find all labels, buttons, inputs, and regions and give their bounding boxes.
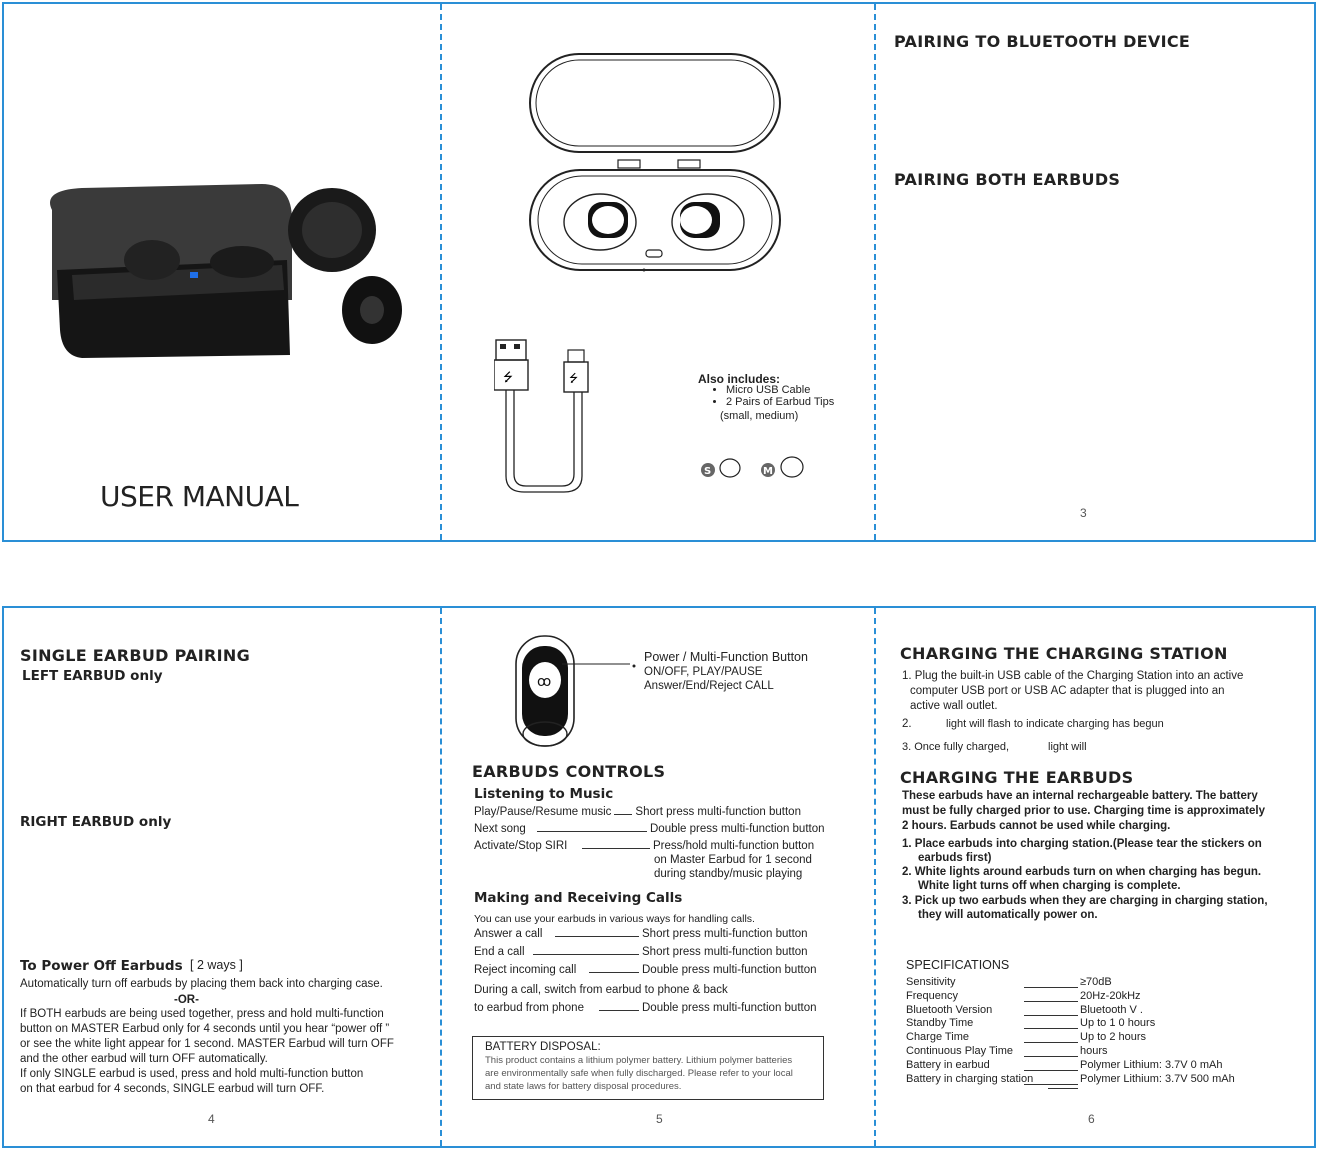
manual-title: USER MANUAL	[100, 480, 299, 513]
charging-text: 3. Pick up two earbuds when they are charging in charging station,	[902, 895, 1268, 907]
button-title: Power / Multi-Function Button	[644, 650, 808, 664]
power-off-text: button on MASTER Earbud only for 4 seconds until you hear “power off ”	[20, 1023, 390, 1035]
specs-heading: SPECIFICATIONS	[906, 958, 1010, 972]
music-heading: Listening to Music	[474, 786, 614, 802]
svg-text:⭍: ⭍	[503, 370, 513, 384]
charging-station-heading: CHARGING THE CHARGING STATION	[900, 644, 1228, 663]
charging-text: earbuds first)	[918, 852, 992, 864]
charging-text: These earbuds have an internal rechargeable battery. The battery	[902, 790, 1258, 802]
charging-step: 1. Plug the built-in USB cable of the Charging Station into an active	[902, 670, 1244, 682]
earbud-tips-diagram	[700, 454, 810, 482]
charging-text: 2. White lights around earbuds turn on when charging has begun.	[902, 866, 1262, 878]
tip-label-medium: M	[763, 466, 773, 477]
calls-intro: You can use your earbuds in various ways for handling calls.	[474, 913, 755, 925]
battery-text: are environmentally safe when fully discharged. Please refer to your local	[485, 1068, 793, 1079]
includes-list	[708, 384, 834, 408]
fold-line	[874, 608, 876, 1146]
fold-line	[874, 4, 876, 540]
call-method: Short press multi-function button	[642, 928, 808, 940]
battery-disposal-box	[472, 1036, 824, 1100]
spec-value: 20Hz-20kHz	[1080, 989, 1141, 1002]
battery-title: BATTERY DISPOSAL:	[485, 1041, 601, 1053]
call-row	[474, 1002, 817, 1014]
power-off-heading: To Power Off Earbuds	[20, 958, 183, 974]
control-method: Double press multi-function button	[650, 823, 825, 835]
charging-text: White light turns off when charging is complete.	[918, 880, 1181, 892]
bottom-sheet	[2, 606, 1316, 1148]
call-row	[474, 928, 808, 940]
spec-rule	[1024, 987, 1078, 988]
call-row	[474, 946, 808, 958]
charging-step: light will	[1048, 741, 1087, 753]
power-off-text: on that earbud for 4 seconds, SINGLE earbud will turn OFF.	[20, 1083, 325, 1095]
spec-label: Charge Time	[906, 1031, 969, 1044]
battery-text: and state laws for battery disposal procedures.	[485, 1081, 682, 1092]
control-action: Next song	[474, 823, 526, 835]
fold-line	[440, 4, 442, 540]
power-off-text: If only SINGLE earbud is used, press and hold multi-function button	[20, 1068, 364, 1080]
includes-title: Also includes:	[698, 372, 781, 386]
spec-label: Battery in charging station	[906, 1072, 1034, 1085]
pairing-both-heading: PAIRING BOTH EARBUDS	[894, 170, 1121, 189]
spec-value: Polymer Lithium: 3.7V 0 mAh	[1080, 1058, 1223, 1071]
charging-step-num: 2.	[902, 718, 912, 730]
charging-text: they will automatically power on.	[918, 909, 1098, 921]
spec-rule	[1024, 1056, 1078, 1057]
call-method: Double press multi-function button	[642, 1002, 817, 1014]
page-number: 5	[656, 1112, 663, 1126]
call-action: End a call	[474, 946, 525, 958]
charging-step: 3. Once fully charged,	[902, 741, 1010, 753]
charging-step: active wall outlet.	[910, 700, 998, 712]
spec-rule	[1048, 1088, 1078, 1089]
control-action: Play/Pause/Resume music	[474, 806, 612, 818]
spec-label: Bluetooth Version	[906, 1003, 993, 1016]
usb-cable-diagram	[494, 336, 606, 496]
button-desc: Answer/End/Reject CALL	[644, 680, 774, 692]
charging-earbuds-heading: CHARGING THE EARBUDS	[900, 768, 1134, 787]
earbud-diagram	[512, 632, 642, 754]
svg-text:⭍: ⭍	[569, 372, 579, 385]
spec-label: Battery in earbud	[906, 1058, 990, 1071]
includes-item: • Micro USB Cable	[726, 384, 834, 396]
power-off-text: Automatically turn off earbuds by placing them back into charging case.	[20, 978, 383, 990]
page-number: 3	[1080, 506, 1087, 520]
control-row	[474, 823, 825, 835]
call-action: During a call, switch from earbud to phone & back	[474, 984, 728, 996]
power-off-text: If BOTH earbuds are being used together, press and hold multi-function	[20, 1008, 384, 1020]
spec-label: Standby Time	[906, 1017, 974, 1030]
control-method: on Master Earbud for 1 second	[654, 854, 812, 866]
page-number: 6	[1088, 1112, 1095, 1126]
pairing-bluetooth-heading: PAIRING TO BLUETOOTH DEVICE	[894, 32, 1191, 51]
spec-label: Continuous Play Time	[906, 1045, 1013, 1057]
call-method: Double press multi-function button	[642, 964, 817, 976]
control-method: Short press multi-function button	[635, 806, 801, 818]
control-row	[474, 806, 801, 818]
call-action: Reject incoming call	[474, 964, 577, 976]
right-earbud-heading: RIGHT EARBUD only	[20, 814, 172, 830]
charging-text: must be fully charged prior to use. Charging time is approximately	[902, 805, 1265, 817]
battery-text: This product contains a lithium polymer battery. Lithium polymer batteries	[485, 1055, 793, 1066]
power-off-ways: [ 2 ways ]	[190, 958, 243, 972]
spec-rule	[1024, 1015, 1078, 1016]
spec-rule	[1024, 1028, 1078, 1029]
spec-value: Up to 2 hours	[1080, 1031, 1147, 1044]
fold-line	[440, 608, 442, 1146]
charging-step: computer USB port or USB AC adapter that is plugged into an	[910, 685, 1225, 697]
or-divider: -OR-	[174, 994, 199, 1006]
call-action: to earbud from phone	[474, 1002, 584, 1014]
single-pairing-heading: SINGLE EARBUD PAIRING	[20, 646, 251, 665]
button-desc: ON/OFF, PLAY/PAUSE	[644, 666, 763, 678]
control-method: Press/hold multi-function button	[653, 840, 815, 852]
call-action: Answer a call	[474, 928, 543, 940]
charging-step: light will flash to indicate charging has begun	[946, 718, 1164, 730]
spec-rule	[1024, 1084, 1078, 1085]
call-method: Short press multi-function button	[642, 946, 808, 958]
page-number: 4	[208, 1112, 215, 1126]
spec-value: hours	[1080, 1045, 1108, 1057]
tip-label-small: S	[704, 466, 712, 477]
charging-text: 1. Place earbuds into charging station.(Please tear the stickers on	[902, 838, 1262, 850]
calls-heading: Making and Receiving Calls	[474, 890, 683, 906]
charging-text: 2 hours. Earbuds cannot be used while charging.	[902, 820, 1171, 832]
power-off-text: and the other earbud will turn OFF automatically.	[20, 1053, 268, 1065]
spec-value: Up to 1 0 hours	[1080, 1017, 1156, 1030]
includes-item: • 2 Pairs of Earbud Tips	[726, 396, 834, 408]
svg-text:ꝏ: ꝏ	[537, 674, 552, 690]
spec-value: Bluetooth V .	[1080, 1003, 1143, 1016]
spec-rule	[1024, 1042, 1078, 1043]
charging-case-diagram	[528, 52, 784, 274]
spec-rule	[1024, 1070, 1078, 1071]
control-action: Activate/Stop SIRI	[474, 840, 568, 852]
left-earbud-heading: LEFT EARBUD only	[22, 668, 163, 684]
spec-rule	[1024, 1001, 1078, 1002]
includes-sub: (small, medium)	[720, 410, 799, 422]
controls-heading: EARBUDS CONTROLS	[472, 762, 666, 781]
spec-value: Polymer Lithium: 3.7V 500 mAh	[1080, 1072, 1235, 1085]
power-off-text: or see the white light appear for 1 second. MASTER Earbud will turn OFF	[20, 1038, 394, 1050]
spec-label: Frequency	[906, 989, 958, 1002]
top-sheet	[2, 2, 1316, 542]
control-row	[474, 840, 814, 852]
spec-value: ≥70dB	[1080, 976, 1112, 988]
call-row	[474, 964, 817, 976]
control-method: during standby/music playing	[654, 868, 803, 880]
spec-label: Sensitivity	[906, 976, 956, 988]
product-photo	[42, 180, 412, 360]
